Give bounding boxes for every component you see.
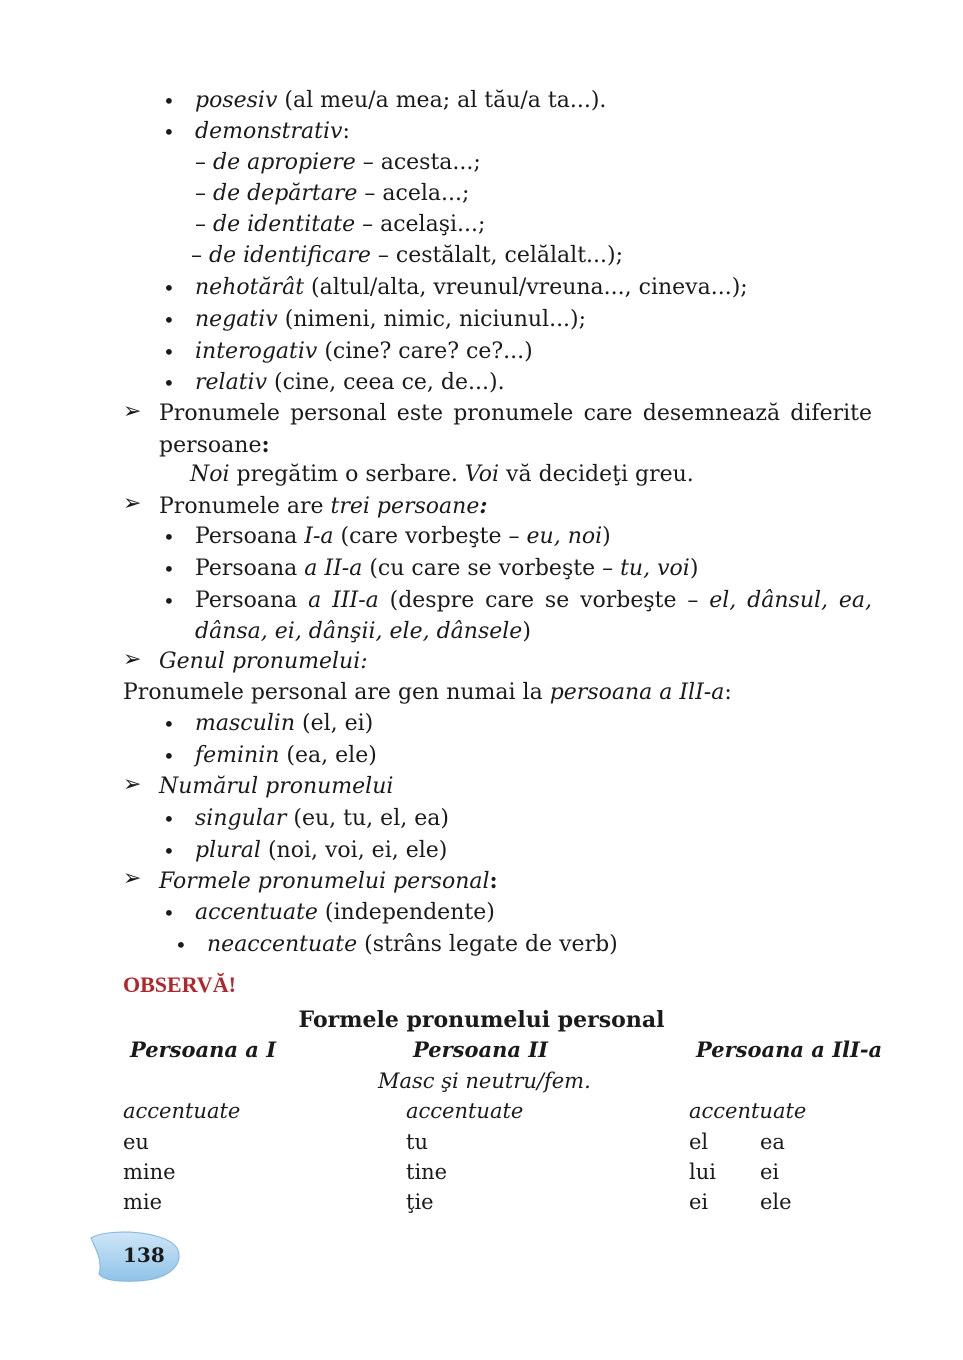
list-item-posesiv: • posesiv (al meu/a mea; al tău/a ta...). — [195, 86, 606, 116]
arrow-bullet-icon: ➢ — [123, 491, 142, 516]
list-item-masculin: • masculin (el, ei) — [195, 709, 373, 739]
table-cell: tine — [406, 1160, 448, 1184]
list-item-accentuate: • accentuate (independente) — [195, 898, 495, 928]
table-cell: ţie — [406, 1190, 434, 1214]
list-item-person-2: • Persoana a II-a (cu care se vorbeşte – tu, voi) — [195, 554, 698, 584]
table-cell: lui — [689, 1160, 716, 1184]
table-cell: eu — [123, 1130, 149, 1154]
table-cell: accentuate — [123, 1099, 241, 1123]
definition-line-1: Pronumele personal este pronumele care desemnează diferite — [159, 401, 872, 426]
list-item-relativ: • relativ (cine, ceea ce, de...). — [195, 368, 505, 398]
table-title: Formele pronumelui personal — [298, 1007, 665, 1033]
table-cell: ei — [689, 1190, 709, 1214]
table-header-person-1: Persoana a I — [130, 1037, 277, 1062]
page-number: 138 — [123, 1243, 165, 1267]
persons-heading: Pronumele are trei persoane: — [159, 493, 488, 519]
table-header-person-3: Persoana a IlI-a — [696, 1037, 883, 1062]
list-item-interogativ: • interogativ (cine? care? ce?...) — [195, 337, 533, 367]
table-cell: mine — [123, 1160, 176, 1184]
table-cell: el — [689, 1130, 709, 1154]
subitem-identitate: – de identitate – acelaşi...; — [195, 212, 486, 237]
arrow-bullet-icon: ➢ — [123, 772, 142, 797]
list-item-negativ: • negativ (nimeni, nimic, niciunul...); — [195, 305, 586, 335]
forms-heading: Formele pronumelui personal: — [159, 868, 498, 894]
table-cell: ea — [760, 1130, 785, 1154]
definition-line-2: persoane: — [159, 432, 270, 458]
table-cell: ele — [760, 1190, 792, 1214]
list-item-person-3: • Persoana a III-a (despre care se vorbeşte – el, dânsul, ea, — [195, 586, 872, 616]
arrow-bullet-icon: ➢ — [123, 399, 142, 424]
list-item-demonstrativ: • demonstrativ: — [195, 117, 350, 147]
number-heading: Numărul pronumelui — [159, 774, 394, 799]
list-item-neaccentuate: • neaccentuate (strâns legate de verb) — [207, 930, 618, 960]
table-cell: ei — [760, 1160, 780, 1184]
list-item-person-3-cont: dânsa, ei, dânşii, ele, dânsele) — [195, 619, 531, 644]
list-item-singular: • singular (eu, tu, el, ea) — [195, 804, 449, 834]
list-item-feminin: • feminin (ea, ele) — [195, 741, 377, 771]
observa-heading: OBSERVĂ! — [123, 972, 236, 997]
table-cell: mie — [123, 1190, 163, 1214]
table-cell: tu — [406, 1130, 428, 1154]
gender-heading: Genul pronumelui: — [159, 649, 368, 674]
arrow-bullet-icon: ➢ — [123, 647, 142, 672]
arrow-bullet-icon: ➢ — [123, 866, 142, 891]
table-subheader: Masc şi neutru/fem. — [378, 1069, 591, 1093]
subitem-departare: – de depărtare – acela...; — [195, 181, 470, 206]
list-item-plural: • plural (noi, voi, ei, ele) — [195, 836, 447, 866]
subitem-apropiere: – de apropiere – acesta...; — [195, 150, 481, 175]
list-item-nehotarat: • nehotărât (altul/alta, vreunul/vreuna..., cineva...); — [195, 273, 748, 303]
gender-description: Pronumele personal are gen numai la persoana a IlI-a: — [123, 680, 732, 705]
subitem-identificare: – de identificare – cestălalt, celălalt...); — [191, 243, 624, 268]
example-sentence: Noi pregătim o serbare. Voi vă decideţi greu. — [190, 462, 694, 487]
table-cell: accentuate — [689, 1099, 807, 1123]
table-cell: accentuate — [406, 1099, 524, 1123]
table-header-person-2: Persoana II — [413, 1037, 548, 1062]
list-item-person-1: • Persoana I-a (care vorbeşte – eu, noi) — [195, 522, 611, 552]
